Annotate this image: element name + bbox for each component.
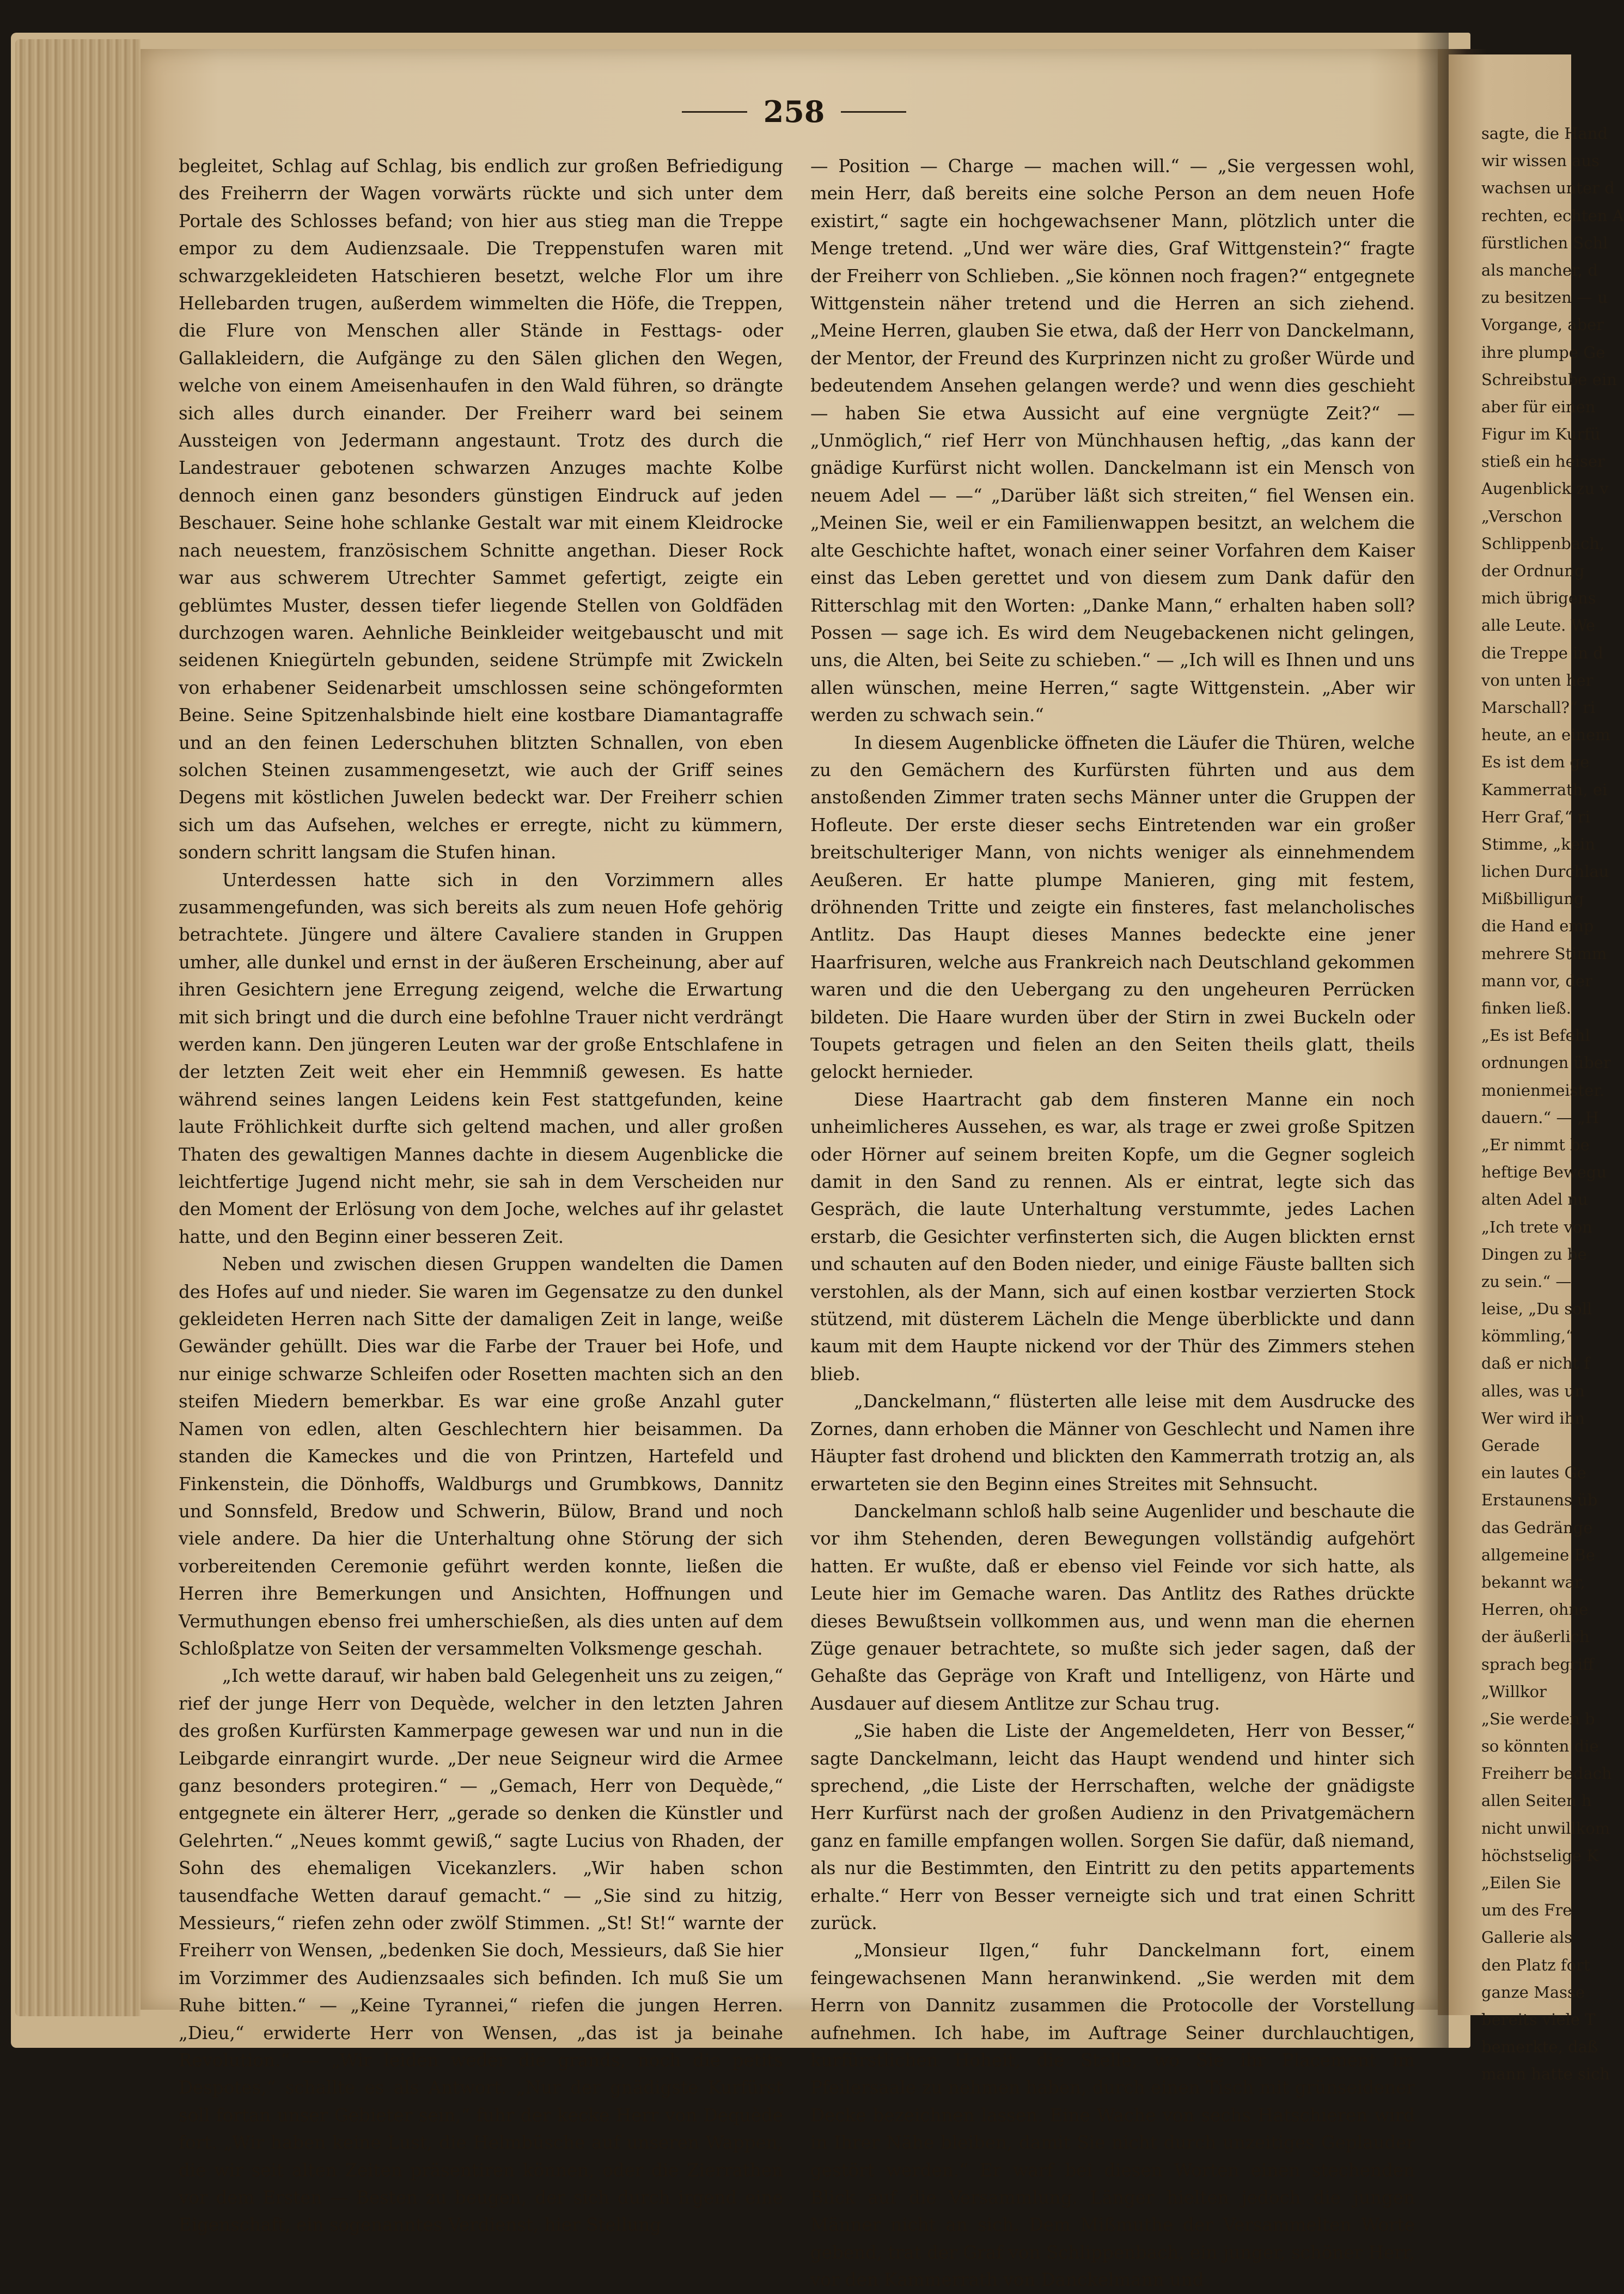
facing-page-line: „Er nimmt be: [1481, 1135, 1590, 1154]
facing-page-line: „Willkor: [1481, 1682, 1547, 1701]
header-rule-left: [682, 111, 747, 113]
facing-page-line: lichen Durchlau: [1481, 862, 1609, 881]
paragraph: „Ich wette darauf, wir haben bald Gelegenheit uns zu zeigen,“ rief der junge Herr von Dequède, welcher in den letzten Jahren des großen Kurfürsten Kammerpage gewesen war und nun in die Leibgarde einrangirt wurde. „Der neue Seigneur wird die Armee ganz besonders protegiren.“ — „Gemach, Herr von Dequède,“ entgegnete ein älterer Herr, „gerade so denken die Künstler und Gelehrten.“ „Neues kommt gewiß,“ sagte Lucius von Rhaden, der Sohn des ehemaligen Vicekanzlers. „Wir haben schon tausendfache Wetten darauf gemacht.“ — „Sie sind zu hitzig, Messieurs,“ riefen zehn oder zwölf Stimmen. „St! St!“ warnte der Freiherr von Wensen, „bedenken Sie doch, Messieurs, daß Sie hier im Vorzimmer des Audienzsaales sich befinden. Ich muß Sie um Ruhe bitten.“ — „Keine Tyrannei,“ riefen die jungen Herren. „Dieu,“ erwiderte Herr von Wensen, „das ist ja beinahe Revolution.“ — „Wir leiden weder die grands, noch die petits Despotes,“ schallte es als Antwort. „Nur der gnädigste Kurfürst soll fortan unser Gebieter sein,“ fuhr der kecke Herr von Dequède fort. „Wir haben keine Lust, die Helmbüsche auf unseren Wappen, die wir seit alten Zeiten präsentiren können, oder die Zierrathen vor dem Ersten — Besten zu beugen, der sich durch irgend eine Eigenschaft, ein sogenanntes Verdienst, hier Stellung: [179, 1665, 783, 2236]
facing-page-line: die Hand emp: [1481, 917, 1594, 936]
facing-page-line: Erstaunens üb: [1481, 1491, 1598, 1510]
paragraph: — Position — Charge — machen will.“ — „Sie vergessen wohl, mein Herr, daß bereits eine solche Person an dem neuen Hofe existirt,“ sagte ein hochgewachsener Mann, plötzlich unter die Menge tretend. „Und wer wäre dies, Graf Wittgenstein?“ fragte der Freiherr von Schlieben. „Sie können noch fragen?“ entgegnete Wittgenstein näher tretend und die Herren an sich ziehend. „Meine Herren, glauben Sie etwa, daß der Herr von Danckelmann, der Mentor, der Freund des Kurprinzen nicht zu großer Würde und bedeutendem Ansehen gelangen werde? und wenn dies geschieht — haben Sie etwa Aussicht auf eine vergnügte Zeit?“ — „Unmöglich,“ rief Herr von Münchhausen heftig, „das kann der gnädige Kurfürst nicht wollen. Danckelmann ist ein Mensch von neuem Adel — —“ „Darüber läßt sich streiten,“ fiel Wensen ein. „Meinen Sie, weil er ein Familienwappen besitzt, an welchem die alte Geschichte haftet, wonach einer seiner Vorfahren dem Kaiser einst das Leben gerettet und von diesem zum Dank dafür den Ritterschlag mit den Worten: „Danke Mann,“ erhalten haben soll? Possen — sage ich. Es wird dem Neugebackenen nicht gelingen, uns, die Alten, bei Seite zu schieben.“ — „Ich will es Ihnen und uns allen wünschen, meine Herren,“ sagte Wittgenstein. „Aber wir werden zu schwach sein.“: [810, 156, 1415, 726]
facing-page-line: „Ich trete von: [1481, 1217, 1592, 1236]
facing-page-line: Es ist dem ge: [1481, 753, 1590, 772]
facing-page-line: wachsen unter d: [1481, 179, 1615, 198]
facing-page-line: Wer wird ihn: [1481, 1408, 1585, 1427]
facing-page-line: allen Seiten h: [1481, 1791, 1592, 1810]
facing-page-line: Vorgange, aber: [1481, 315, 1604, 334]
facing-page-line: „Es ist Befehl: [1481, 1026, 1590, 1045]
facing-page-line: zu sein.“ —: [1481, 1272, 1572, 1291]
book-page: [141, 49, 1448, 2291]
facing-page-line: allgemeine Be: [1481, 1545, 1596, 1564]
facing-page-line: rechten, echten A: [1481, 206, 1624, 225]
page-number: 258: [763, 94, 825, 129]
facing-page-line: Stimme, „kein: [1481, 834, 1596, 853]
facing-page-line: das Gedränge: [1481, 1518, 1593, 1537]
paragraph: In diesem Augenblicke öffneten die Läufer die Thüren, welche zu den Gemächern des Kurfürsten führten und aus dem anstoßenden Zimmer traten sechs Männer unter die Gruppen der Hofleute. Der erste dieser sechs Eintretenden war ein großer breitschulteriger Mann, von nichts weniger als einnehmendem Aeußeren. Er hatte plumpe Manieren, ging mit festem, dröhnenden Tritte und zeigte ein finsteres, fast melancholisches Antlitz. Das Haupt dieses Mannes bedeckte eine jener Haarfrisuren, welche aus Frankreich nach Deutschland gekommen waren und die den Uebergang zu den ungeheuren Perrücken bildeten. Die Haare wurden über der Stirn in zwei Buckeln oder Toupets getragen und fielen an den Seiten theils glatt, theils gelockt hernieder.: [810, 732, 1415, 1083]
header-rule-right: [841, 111, 906, 113]
paragraph: Unterdessen hatte sich in den Vorzimmern alles zusammengefunden, was sich bereits als zum neuen Hofe gehörig betrachtete. Jüngere und ältere Cavaliere standen in Gruppen umher, alle dunkel und ernst in der äußeren Erscheinung, aber auf ihren Gesichtern jene Erregung zeigend, welche die Erwartung mit sich bringt und die durch eine befohlne Trauer nicht verdrängt werden kann. Den jüngeren Leuten war der große Entschlafene in der letzten Zeit weit eher ein Hemmniß gewesen. Es hatte während seines langen Leidens kein Fest stattgefunden, keine laute Fröhlichkeit durfte sich geltend machen, und aller großen Thaten des gewaltigen Mannes dachte in diesem Augenblicke die leichtfertige Jugend nicht mehr, sie sah in dem Verscheiden nur den Moment der Erlösung von dem Joche, welches auf ihr gelastet hatte, und den Beginn einer besseren Zeit.: [179, 869, 783, 1247]
paragraph: Diese Haartracht gab dem finsteren Manne ein noch unheimlicheres Aussehen, es war, als trage er zwei große Spitzen oder Hörner auf seinem breiten Kopfe, um die Gegner sogleich damit in den Sand zu rennen. Als er eintrat, legte sich das Gespräch, die laute Unterhaltung verstummte, jedes Lachen erstarb, die Gesichter verfinsterten sich, die Augen blickten ernst und schauten auf den Boden nieder, und einige Fäuste ballten sich verstohlen, als der Mann, sich auf einen kostbar verzierten Stock stützend, mit düsterem Lächeln die Menge überblickte und dann kaum mit dem Haupte nickend vor der Thür des Zimmers stehen blieb.: [810, 1089, 1415, 1384]
facing-page-line: den Platz fort: [1481, 1955, 1590, 1974]
facing-page-line: ganze Masse: [1481, 1982, 1585, 2002]
facing-page-line: Herren, ohne: [1481, 1600, 1589, 1619]
facing-page-line: wir wissen aus: [1481, 151, 1599, 170]
facing-page-text: [1481, 120, 1624, 2088]
facing-page-line: „Sie werden b: [1481, 1709, 1595, 1728]
facing-page-line: „Eilen Sie: [1481, 1874, 1561, 1892]
facing-page-line: der Ordnung: [1481, 562, 1585, 580]
facing-page-line: nicht unwillkom: [1481, 1819, 1610, 1838]
facing-page-line: heute, an einem: [1481, 725, 1610, 745]
facing-page-line: der äußerlich: [1481, 1627, 1590, 1646]
facing-page-line: alles, was un: [1481, 1381, 1585, 1400]
facing-page-line: alle Leute. We: [1481, 616, 1596, 635]
facing-page-line: sagte, die Hand: [1481, 124, 1608, 143]
facing-page-edge: [1449, 54, 1624, 2084]
facing-page-line: um des Fre: [1481, 1901, 1572, 1920]
facing-page-line: leise, „Du soll: [1481, 1299, 1592, 1319]
paragraph: Danckelmann schloß halb seine Augenlider und beschaute die vor ihm Stehenden, deren Bewegungen vollständig aufgehört hatten. Er wußte, daß er ebenso viel Feinde vor sich hatte, als Leute hier im Gemache waren. Das Antlitz des Rathes drückte dieses Bewußtsein vollkommen aus, und wenn man die ehernen Züge genauer betrachtete, so mußte sich jeder sagen, daß der Gehaßte das Gepräge von Kraft und Intelligenz, von Härte und Ausdauer auf diesem Antlitze zur Schau trug.: [810, 1500, 1415, 1714]
facing-page-line: aber für einen: [1481, 397, 1596, 416]
facing-page-line: Schlippenbach,: [1481, 534, 1605, 553]
facing-page-line: ordnungen über: [1481, 1053, 1611, 1072]
facing-page-line: mich übrigens: [1481, 589, 1596, 608]
facing-page-line: „Verschon: [1481, 507, 1562, 526]
facing-page-line: fürstlichen Schl: [1481, 233, 1608, 252]
paragraph: Neben und zwischen diesen Gruppen wandelten die Damen des Hofes auf und nieder. Sie waren im Gegensatze zu den dunkel gekleideten Herren nach Sitte der damaligen Zeit in lange, weiße Gewänder gehüllt. Dies war die Farbe der Trauer bei Hofe, und nur einige schwarze Schleifen oder Rosetten machten sich an den steifen Miedern bemerkbar. Es war eine große Anzahl guter Namen von edlen, alten Geschlechtern hier beisammen. Da standen die Kameckes und die von Printzen, Hartefeld und Finkenstein, die Dönhoffs, Waldburgs und Grumbkows, Dannitz und Sonnsfeld, Bredow und Schwerin, Bülow, Brand und noch viele andere. Da hier die Unterhaltung ohne Störung der sich vorbereitenden Ceremonie geführt werden konnte, ließen die Herren ihre Bemerkungen und Ansichten, Hoffnungen und Vermuthungen ebenso frei umherschießen, als dies unten auf dem Schloßplatze von Seiten der versammelten Volksmenge geschah.: [179, 1254, 783, 1659]
facing-page-line: ihre plumpe Ge: [1481, 343, 1605, 362]
facing-page-line: Kammerrath, ei: [1481, 780, 1608, 799]
facing-page-line: von unten her: [1481, 670, 1594, 690]
facing-page-line: Figur im Kurfü: [1481, 425, 1601, 444]
facing-page-line: Augenblick zu v: [1481, 479, 1609, 498]
facing-page-line: kömmling,“: [1481, 1327, 1574, 1346]
facing-page-line: Dingen zu be: [1481, 1244, 1587, 1264]
facing-page-line: mann hatte sich: [1481, 2065, 1610, 2084]
facing-page-line: bereits viele T: [1481, 2010, 1596, 2029]
facing-page-line: so könnten die: [1481, 1737, 1599, 1756]
facing-page-line: Gallerie als: [1481, 1928, 1573, 1947]
facing-page-line: Mißbilligung: [1481, 889, 1584, 908]
right-text-column: [810, 152, 1415, 2294]
facing-page-line: sprach begriff: [1481, 1655, 1594, 1674]
facing-page-line: finken ließ.: [1481, 999, 1571, 1017]
facing-page-line: monienmeister.: [1481, 1081, 1605, 1100]
facing-page-line: alten Adel nu: [1481, 1190, 1588, 1209]
facing-page-line: mann vor, der: [1481, 971, 1592, 990]
facing-page-line: Gerade: [1481, 1436, 1540, 1455]
facing-page-line: die Treppe in d: [1481, 643, 1603, 662]
facing-page-line: Schreibstube ein: [1481, 370, 1617, 389]
facing-page-line: dauern.“ — „H: [1481, 1108, 1599, 1127]
facing-page-line: zu besitzen — u: [1481, 288, 1608, 307]
facing-page-line: Freiherr bedach: [1481, 1764, 1612, 1783]
facing-page-line: Herr Graf,“ ri: [1481, 807, 1590, 826]
left-text-column: [179, 152, 783, 2239]
facing-page-line: bemerkte, daß: [1481, 2037, 1598, 2057]
facing-page-line: heftige Bewegu: [1481, 1163, 1607, 1182]
facing-page-line: bekannt war,: [1481, 1572, 1585, 1591]
paragraph: begleitet, Schlag auf Schlag, bis endlich zur großen Befriedigung des Freiherrn der Wagen vorwärts rückte und sich unter dem Portale des Schlosses befand; von hier aus stieg man die Treppe empor zu dem Audienzsaale. Die Treppenstufen waren mit schwarzgekleideten Hatschieren besetzt, welche Flor um ihre Hellebarden trugen, außerdem wimmelten die Höfe, die Treppen, die Flure von Menschen aller Stände in Festtags- oder Gallakleidern, die Aufgänge zu den Sälen glichen den Wegen, welche von einem Ameisenhaufen in den Wald führen, so drängte sich alles durch einander. Der Freiherr ward bei seinem Aussteigen von Jedermann angestaunt. Trotz des durch die Landestrauer gebotenen schwarzen Anzuges machte Kolbe dennoch einen ganz besonders günstigen Eindruck auf jeden Beschauer. Seine hohe schlanke Gestalt war mit einem Kleidrocke nach neuestem, französischem Schnitte angethan. Dieser Rock war aus schwerem Utrechter Sammet gefertigt, zeigte ein geblümtes Muster, dessen tiefer liegende Stellen von Goldfäden durchzogen waren. Aehnliche Beinkleider weitgebauscht und mit seidenen Kniegürteln gebunden, seidene Strümpfe mit Zwickeln von erhabener Seidenarbeit umschlossen seine schöngeformten Beine. Seine Spitzenhalsbinde hielt eine kostbare Diamantagraffe und an den feinen Lederschuhen blitzten Schnallen, von eben solchen Steinen zusammengesetzt, wie auch der Griff seines Degens mit köstlichen Juwelen bedeckt war. Der Freiherr schien sich um das Aufsehen, welches er erregte, nicht zu kümmern, sondern schritt langsam die Stufen hinan.: [179, 156, 783, 863]
facing-page-line: stieß ein heiser: [1481, 452, 1605, 471]
paragraph: „Monsieur Ilgen,“ fuhr Danckelmann fort, einem feingewachsenen Mann heranwinkend. „Sie werden mit dem Herrn von Dannitz zusammen die Protocolle der Vorstellung aufnehmen. Ich habe, im Auftrage Seiner durchlauchtigen, kurfürstlichen Hoheit, die Stelle, wo Sie ihr Placement im Pfeilersaale zu nehmen haben, durch einen Tisch mit grünseidener Decke bezeichnen lassen. Eine Wache von sechs Hatschieren wird in Ihrer Nähe bleiben, damit Sie nicht durch unzeitiges Geplauder gestört werden.“ Er warf bei diesen Worten einen stechenden Blick auf die Versammlung. Länger hielten jedoch die jungen Männer nicht an sich. Dem Mißmuthe der Versammelten Worte gebend, trat der Graf von Schlippenbach, ein junger, schöner Herr, vor den Kammerrath von Danckelmann und: [810, 1940, 1415, 2291]
facing-page-line: als mancher, d: [1481, 260, 1598, 279]
facing-page-line: höchstselige K: [1481, 1846, 1598, 1865]
facing-page-line: Marschall?“ ri: [1481, 698, 1596, 717]
facing-page-line: mehrere Stimm: [1481, 944, 1607, 963]
paragraph: „Danckelmann,“ flüsterten alle leise mit dem Ausdrucke des Zornes, dann erhoben die Männer von Geschlecht und Namen ihre Häupter fast drohend und blickten den Kammerrath trotzig an, als erwarteten sie den Beginn eines Streites mit Sehnsucht.: [810, 1391, 1415, 1494]
facing-page-line: daß er nicht f: [1481, 1354, 1590, 1373]
stacked-page-edges: [15, 39, 141, 2016]
page-header: [141, 93, 1448, 131]
paragraph: „Sie haben die Liste der Angemeldeten, Herr von Besser,“ sagte Danckelmann, leicht das Haupt wendend und hinter sich sprechend, „die Liste der Herrschaften, welche der gnädigste Herr Kurfürst nach der großen Audienz in den Privatgemächern ganz en famille empfangen wollen. Sorgen Sie dafür, daß niemand, als nur die Bestimmten, den Eintritt zu den petits appartements erhalte.“ Herr von Besser verneigte sich und trat einen Schritt zurück.: [810, 1720, 1415, 1933]
facing-page-line: ein lautes Ge: [1481, 1463, 1586, 1482]
